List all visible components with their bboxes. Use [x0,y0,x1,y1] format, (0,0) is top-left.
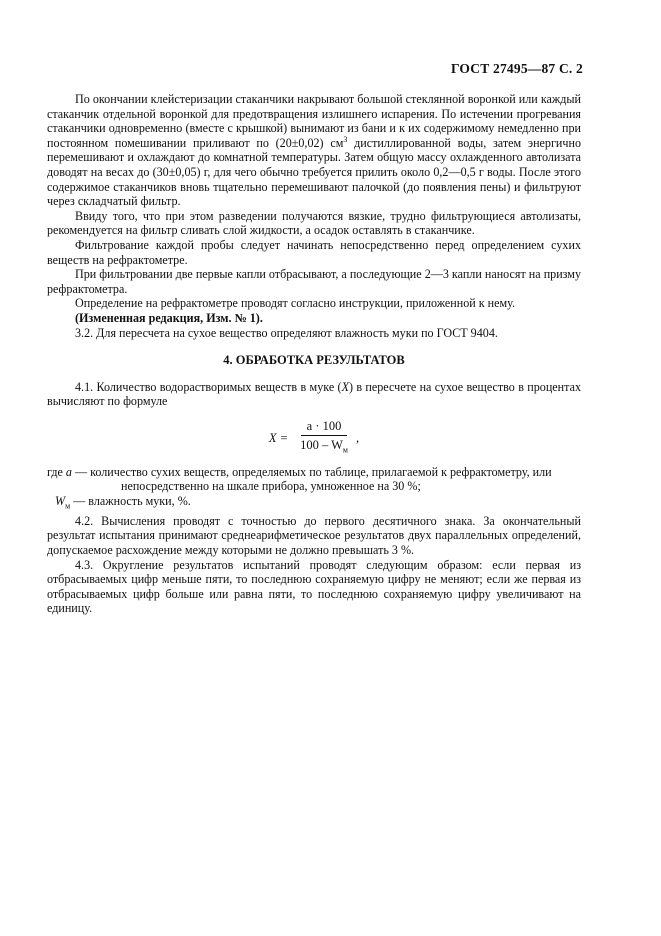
clause-4-1: 4.1. Количество водорастворимых веществ в муке (X) в пересчете на сухое вещество в процентах вычисляют по формуле [47,379,581,409]
superscript: 3 [343,134,348,144]
paragraph-refractometer: Определение на рефрактометре проводят согласно инструкции, приложенной к нему. [75,296,516,311]
formula-fraction [294,419,354,459]
document-body [47,92,581,616]
paragraph-filtering-note: Ввиду того, что при этом разведении получаются вязкие, трудно фильтрующиеся автолизаты, рекомендуется на фильтр сливать слой жидкости, а осадок оставлять в стаканчике. [47,208,581,238]
definition-a-continued: непосредственно на шкале прибора, умноженное на 30 %; [121,479,421,494]
definition-w: $W_м$ — влажность муки, %. [55,493,191,511]
paragraph-drops: При фильтровании две первые капли отбрасывают, а последующие 2—3 капли наносят на призму рефрактометра. [47,267,581,296]
amendment-note: (Измененная редакция, Изм. № 1). [75,310,263,325]
formula-numerator: a · 100 [301,419,348,437]
section-heading: 4. ОБРАБОТКА РЕЗУЛЬТАТОВ [223,353,405,368]
clause-4-3: 4.3. Округление результатов испытаний проводят следующим образом: если первая из отбрасываемых цифр меньше пяти, то последнюю сохраняемую цифру не меняют; если же первая из отбрасываемых цифр больше или равна пяти, то последнюю сохраняемую цифру увеличивают на единицу. [47,557,581,616]
formula-denominator: $100 - W_м$ [300,438,348,455]
formula-suffix: , [355,431,360,446]
paragraph-clarification: По окончании клейстеризации стаканчики накрывают большой стеклянной воронкой или каждый стаканчик отдельной воронкой для предотвращения излишнего испарения. По истечении прогревания стаканчики одновременно (вместе с крышкой) вынимают из бани и к их содержимому немедленно при постоянном помешивании приливают по (20±0,02) $см^3$ дистиллированной воды, затем энергично перемешивают и охлаждают до комнатной температуры. Затем общую массу охлажденного автолизата доводят на весах до (30±0,05) г, для чего обычно требуется прилить около 0,2—0,5 г воды. После этого содержимое стаканчиков вновь тщательно перемешивают палочкой (до появления пены) и фильтруют через складчатый фильтр. [47,92,582,209]
formula-lhs: X = [268,431,289,446]
paragraph-filtering-start: Фильтрование каждой пробы следует начинать непосредственно перед определением сухих веществ на рефрактометре. [47,237,581,267]
definition-a: где a — количество сухих веществ, определяемых по таблице, прилагаемой к рефрактометру, или [47,464,552,479]
clause-4-2: 4.2. Вычисления проводят с точностью до первого десятичного знака. За окончательный результат испытания принимают среднеарифметическое результатов двух параллельных определений, допускаемое расхождение между которыми не должно превышать 3 %. [47,513,581,557]
clause-3-2: 3.2. Для пересчета на сухое вещество определяют влажность муки по ГОСТ 9404. [75,325,498,340]
page-header: ГОСТ 27495—87 С. 2 [450,61,583,76]
formula [47,419,581,459]
